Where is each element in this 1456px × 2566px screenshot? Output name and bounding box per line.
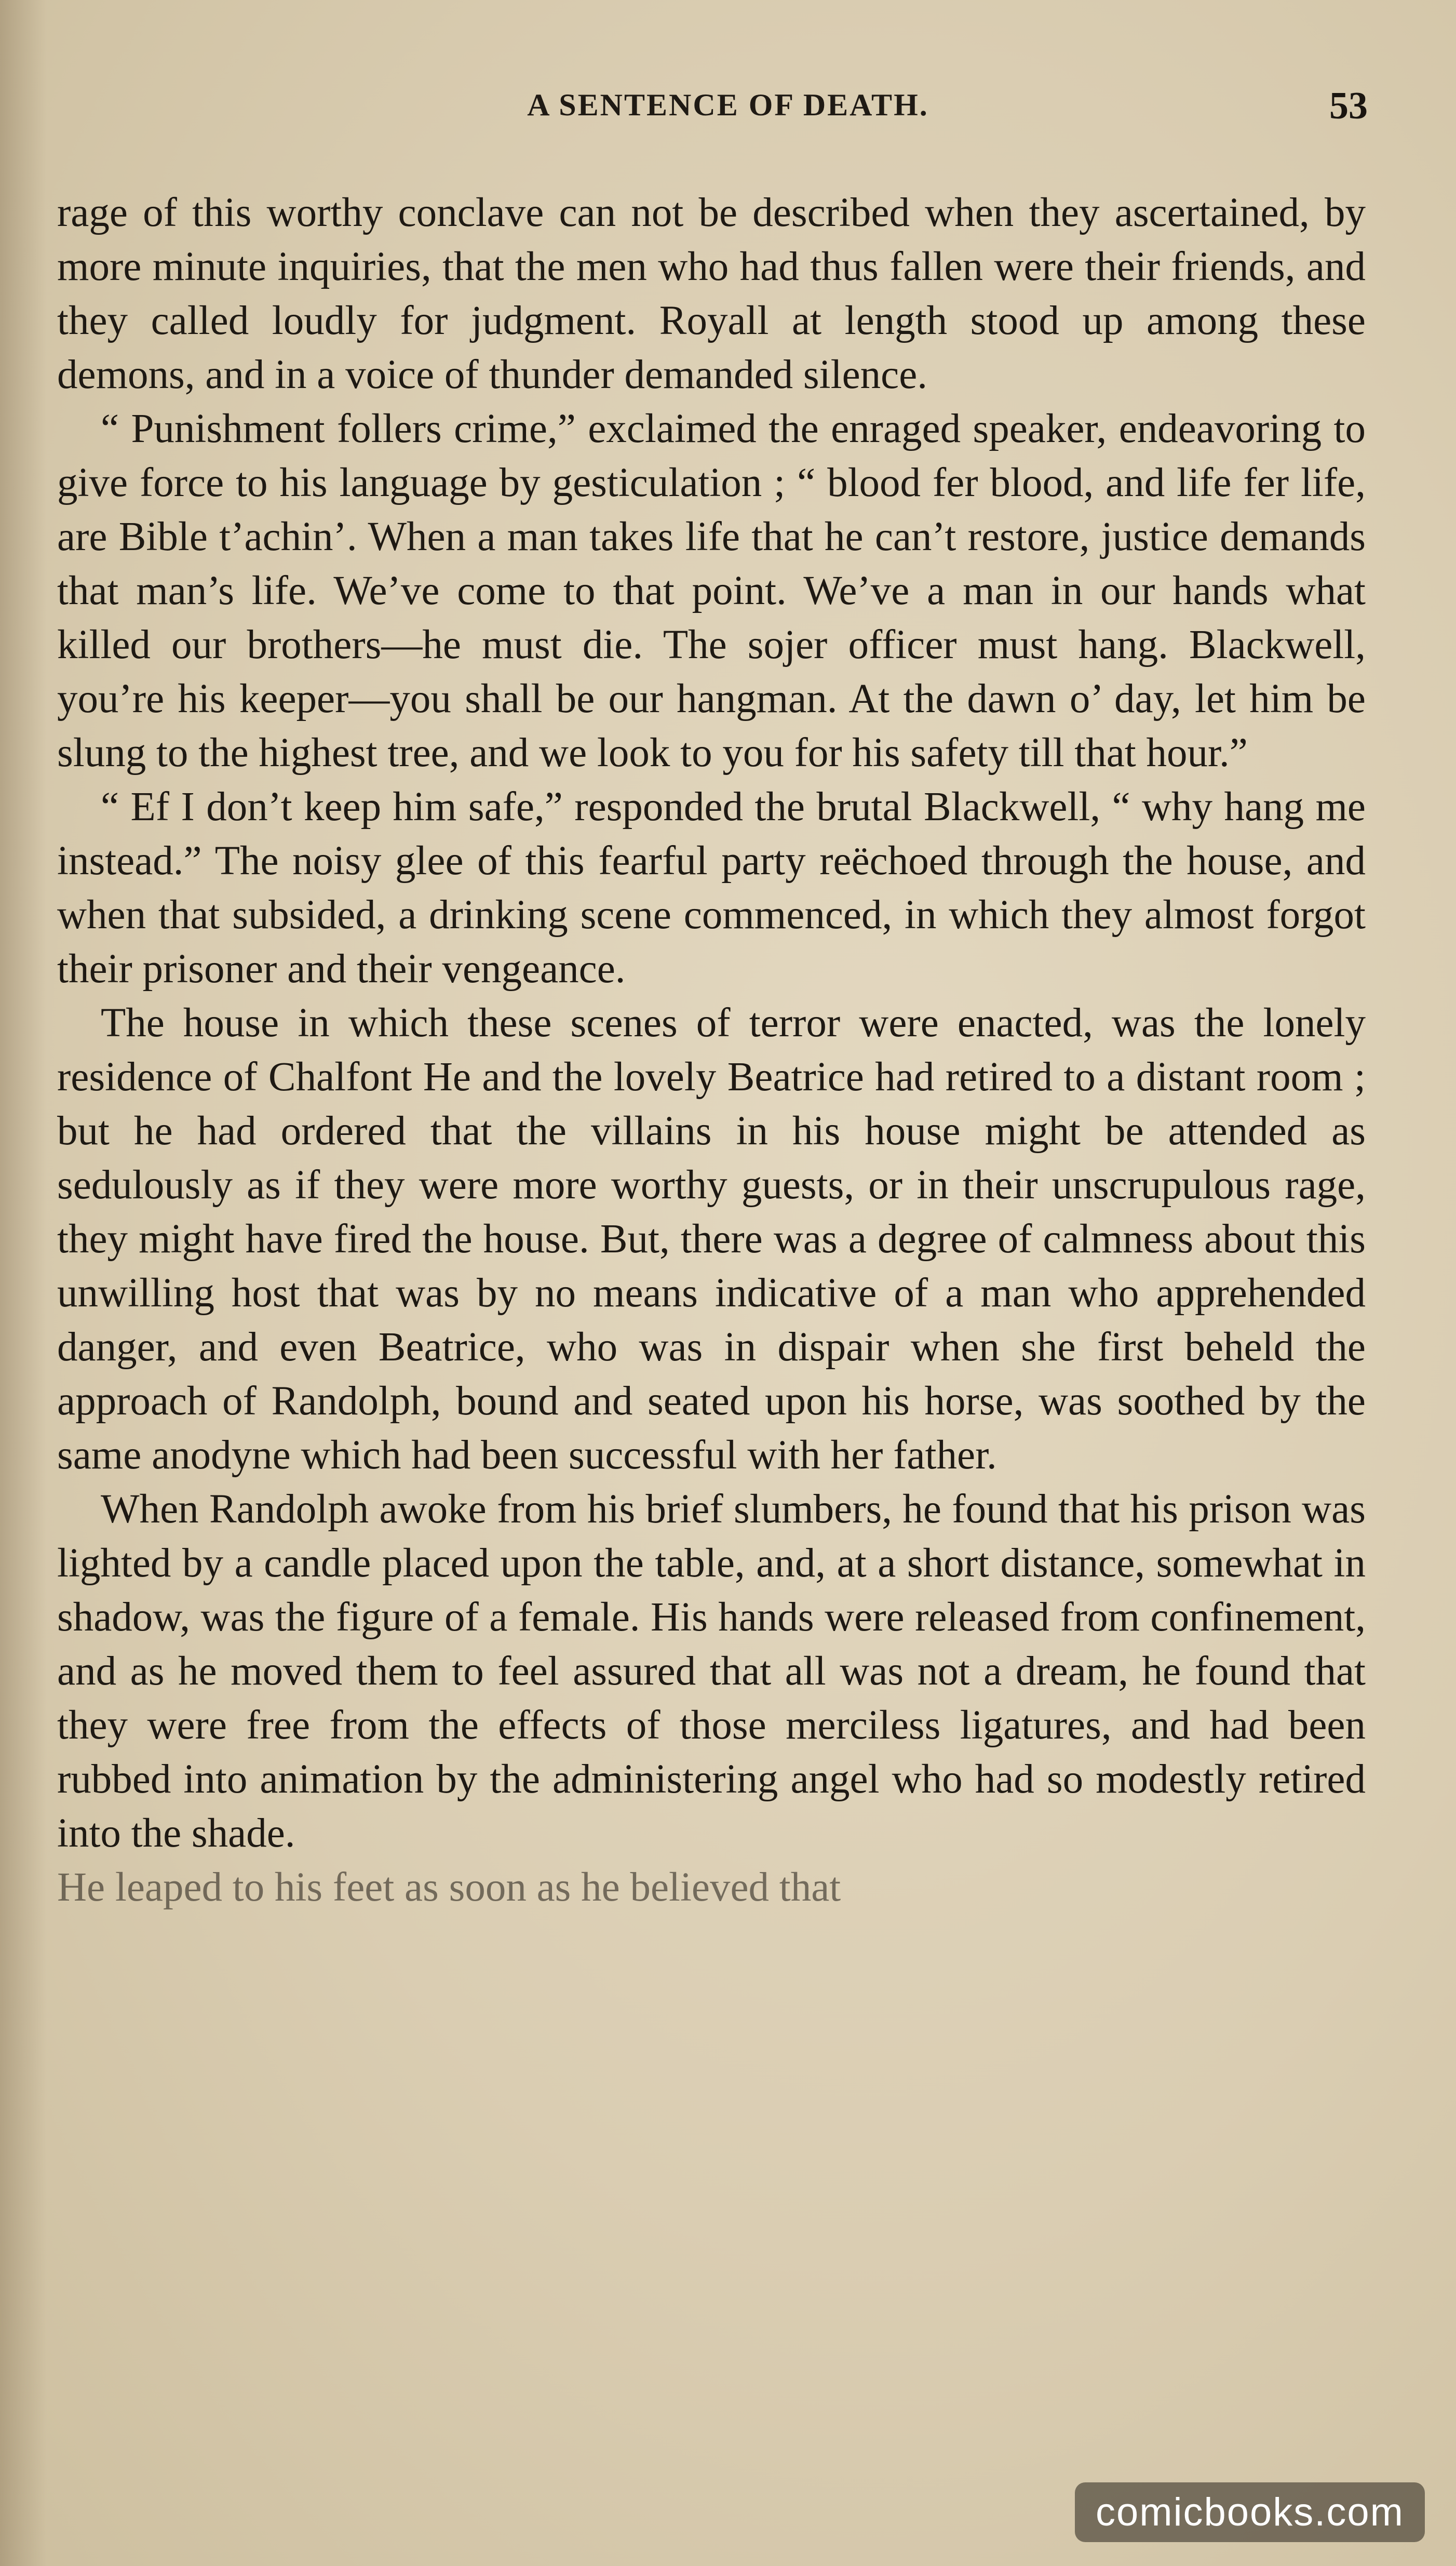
spine-shadow: [0, 0, 47, 2566]
chapter-title: A SENTENCE OF DEATH.: [527, 88, 929, 122]
body-text: [57, 186, 1366, 2430]
paragraph-4: The house in which these scenes of terror were enacted, was the lonely residence of Chalfont He and the lovely Beatrice had retired to a distant room ; but he had ordered that the villains in his house might be attended as sedulously as if they were more worthy guests, or in their unscrupulous rage, they might have fired the house. But, there was a degree of calmness about this unwilling host that was by no means indicative of a man who apprehended danger, and even Beatrice, who was in dispair when she first beheld the approach of Randolph, bound and seated upon his horse, was soothed by the same anodyne which had been successful with her father.: [57, 1000, 1366, 1478]
paragraph-1: rage of this worthy conclave can not be described when they ascertained, by more minute inquiries, that the men who had thus fallen were their friends, and they called loudly for judgment. Royall at length stood up among these demons, and in a voice of thunder demanded silence.: [57, 190, 1366, 397]
cutoff-line: He leaped to his feet as soon as he believed that: [57, 1865, 841, 1910]
paragraph-2: “ Punishment follers crime,” exclaimed the enraged speaker, endeavoring to give force to his language by gesticulation ; “ blood fer blood, and life fer life, are Bible t’achin’. When a man takes life that he can’t restore, justice demands that man’s life. We’ve come to that point. We’ve a man in our hands what killed our brothers—he must die. The sojer officer must hang. Blackwell, you’re his keeper—you shall be our hangman. At the dawn o’ day, let him be slung to the highest tree, and we look to you for his safety till that hour.”: [57, 406, 1366, 776]
running-head: [0, 87, 1456, 134]
paragraph-5: When Randolph awoke from his brief slumbers, he found that his prison was lighted by a candle placed upon the table, and, at a short distance, somewhat in shadow, was the figure of a female. His hands were released from confinement, and as he moved them to feel assured that all was not a dream, he found that they were free from the effects of those merciless ligatures, and had been rubbed into animation by the administering angel who had so modestly retired into the shade.: [57, 1487, 1366, 1856]
paragraph-3: “ Ef I don’t keep him safe,” responded the brutal Blackwell, “ why hang me instead.” The noisy glee of this fearful party reëchoed through the house, and when that subsided, a drinking scene commenced, in which they almost forgot their prisoner and their vengeance.: [57, 784, 1366, 992]
page-number: 53: [1329, 85, 1368, 127]
watermark: comicbooks.com: [1075, 2482, 1425, 2542]
